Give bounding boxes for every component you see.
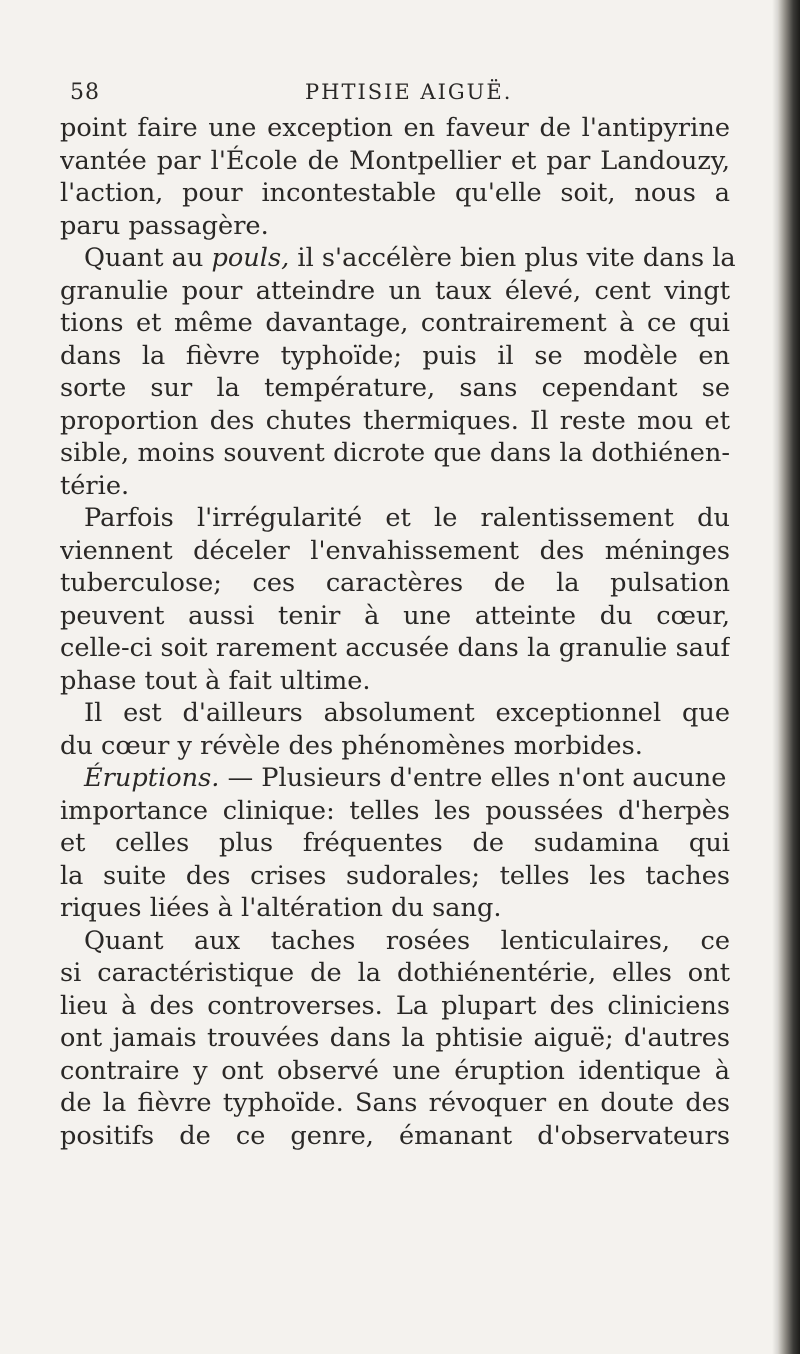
- italic-term-pouls: pouls,: [211, 243, 290, 273]
- text-line: Il est d'ailleurs absolument exceptionnel que: [84, 698, 730, 728]
- text-line: térie.: [60, 470, 130, 501]
- text-line: tions et même davantage, contrairement à ce qui: [60, 308, 730, 338]
- text-line: [60, 762, 730, 795]
- text-line: sorte sur la température, sans cependant se: [60, 373, 730, 403]
- text-line: peuvent aussi tenir à une atteinte du cœur,: [60, 600, 730, 631]
- text-line: Parfois l'irrégularité et le ralentissement du: [84, 503, 730, 533]
- text-line: Quant aux taches rosées lenticulaires, ce: [84, 925, 730, 956]
- text-line: contraire y ont observé une éruption identique à: [60, 1055, 730, 1086]
- text-line: dans la fièvre typhoïde; puis il se modèle en: [60, 340, 730, 371]
- running-title: PHTISIE AIGUË.: [305, 80, 513, 104]
- text-line: du cœur y révèle des phénomènes morbides.: [60, 730, 643, 761]
- text-line: positifs de ce genre, émanant d'observateurs: [60, 1120, 730, 1151]
- page-number: 58: [70, 80, 100, 105]
- text-line: granulie pour atteindre un taux élevé, cent vingt: [60, 275, 730, 306]
- text-line: [60, 242, 736, 275]
- text-line: riques liées à l'altération du sang.: [60, 893, 502, 923]
- text-line: si caractéristique de la dothiénentérie, elles ont: [60, 958, 730, 988]
- text-line: de la fièvre typhoïde. Sans révoquer en doute des: [60, 1088, 730, 1118]
- text-line: lieu à des controverses. La plupart des cliniciens: [60, 990, 730, 1021]
- running-head: [70, 80, 730, 114]
- text-line: paru passagère.: [60, 210, 269, 241]
- text-line: sible, moins souvent dicrote que dans la dothiénen-: [60, 438, 730, 468]
- text-line: phase tout à fait ultime.: [60, 665, 371, 696]
- text-line: proportion des chutes thermiques. Il reste mou et: [60, 405, 730, 436]
- text-line: l'action, pour incontestable qu'elle soit, nous a: [60, 178, 730, 208]
- text-line: vantée par l'École de Montpellier et par Landouzy,: [60, 145, 730, 176]
- text-line: et celles plus fréquentes de sudamina qui: [60, 828, 730, 858]
- text-line: viennent déceler l'envahissement des méninges: [60, 535, 730, 566]
- body-text: [60, 112, 736, 1152]
- line-fragment: il s'accélère bien plus vite dans la: [297, 243, 736, 273]
- text-line: ont jamais trouvées dans la phtisie aiguë; d'autres: [60, 1023, 730, 1053]
- text-line: tuberculose; ces caractères de la pulsation: [60, 568, 730, 598]
- text-line: importance clinique: telles les poussées d'herpès: [60, 795, 730, 826]
- text-line: celle-ci soit rarement accusée dans la granulie sauf: [60, 633, 730, 663]
- italic-heading-eruptions: Éruptions.: [84, 763, 220, 793]
- line-fragment: Quant au: [84, 243, 204, 273]
- text-line: la suite des crises sudorales; telles les taches: [60, 860, 730, 891]
- line-fragment: — Plusieurs d'entre elles n'ont aucune: [227, 763, 727, 793]
- text-line: point faire une exception en faveur de l'antipyrine: [60, 113, 730, 143]
- page-edge: [778, 0, 800, 1354]
